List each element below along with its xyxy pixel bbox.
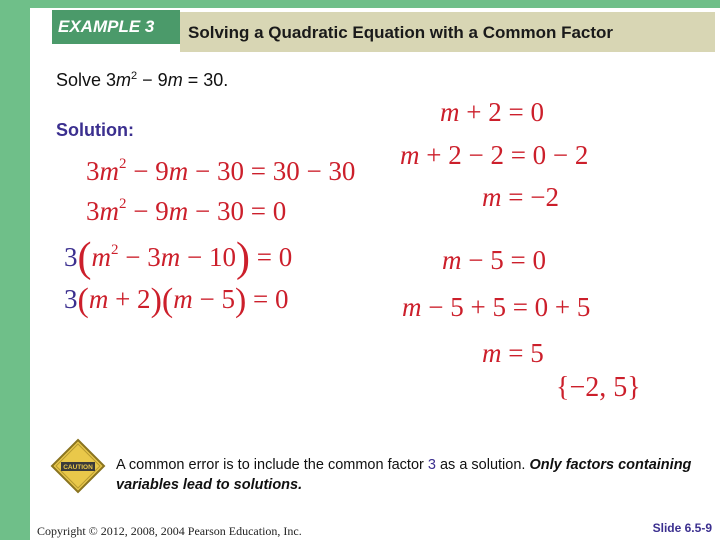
example-tag: EXAMPLE 3 (52, 10, 180, 44)
right-step-6: m = 5 (482, 338, 544, 368)
right-step-3: m = −2 (482, 182, 559, 212)
common-factor: 3 (64, 284, 78, 314)
step-2-equation: $3m^2 - 9m - 30 = 0$ (86, 196, 287, 226)
caution-note: A common error is to include the common factor 3 as a solution. Only factors containing variables lead to solutions. (116, 457, 692, 493)
slide-title: Solving a Quadratic Equation with a Common Factor (188, 23, 614, 42)
common-factor: 3 (64, 242, 78, 272)
solution-set: {−2, 5} (556, 372, 641, 403)
right-step-2: m + 2 − 2 = 0 − 2 (400, 140, 589, 170)
caution-sign-icon (50, 438, 106, 494)
slide-number: Slide 6.5-9 (652, 521, 712, 535)
solution-label: Solution: (56, 120, 134, 140)
copyright-footer: Copyright © 2012, 2008, 2004 Pearson Education, Inc. (37, 524, 302, 538)
problem-statement: Solve $3m^2 - 9m = 30$. (56, 70, 229, 90)
left-accent-bar (0, 0, 30, 540)
step-4-factored-form: 3(m + 2)(m − 5) = 0 (64, 282, 289, 319)
right-step-5: m − 5 + 5 = 0 + 5 (402, 292, 591, 322)
right-step-4: m − 5 = 0 (442, 245, 546, 275)
step-3-factored-out: $3(m^2 - 3m - 10) = 0$ (64, 235, 293, 281)
step-1-equation: $3m^2 - 9m - 30 = 30 - 30$ (86, 156, 356, 186)
caution-icon-label: CAUTION (63, 464, 93, 471)
top-accent-strip (0, 0, 720, 8)
right-step-1: m + 2 = 0 (440, 97, 544, 127)
